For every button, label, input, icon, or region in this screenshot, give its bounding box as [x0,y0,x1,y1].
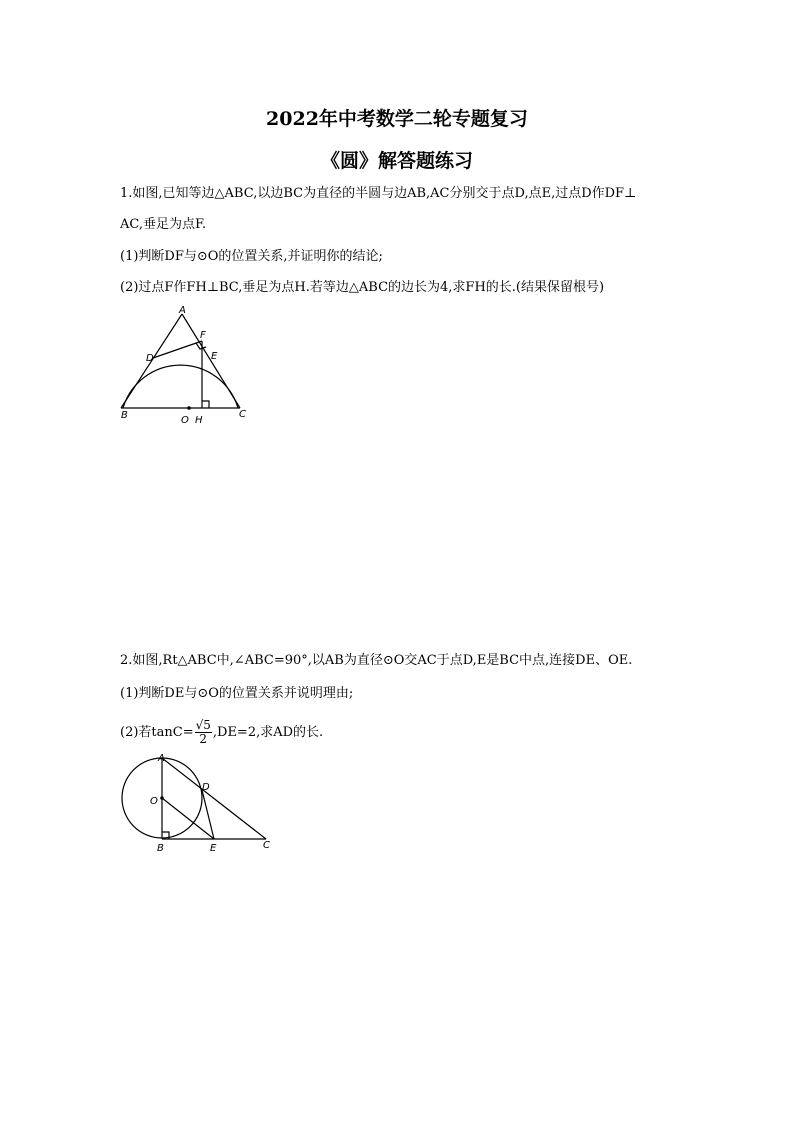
q1-stem-line1: 1.如图,已知等边△ABC,以边BC为直径的半圆与边AB,AC分别交于点D,点E,过点D作DF⊥ [120,186,637,201]
q2-fraction-numerator: √5 [195,718,211,732]
q2-label-c: C [263,840,270,851]
q1-figure [116,302,256,430]
q2-fraction [195,719,212,746]
document-subtitle: 《圆》解答题练习 [320,150,473,172]
q2-part2 [120,719,323,746]
q1-part1: (1)判断DF与⊙O的位置关系,并证明你的结论; [120,249,383,264]
q1-right-angle-h [202,401,209,408]
q2-center-dot [160,796,164,800]
q1-part2: (2)过点F作FH⊥BC,垂足为点H.若等边△ABC的边长为4,求FH的长.(结果保留根号) [120,280,605,295]
q2-stem: 2.如图,Rt△ABC中,∠ABC=90°,以AB为直径⊙O交AC于点D,E是BC中点,连接DE、OE. [120,653,633,668]
q1-segment-df [153,341,202,358]
q1-label-c: C [239,409,246,420]
q1-label-d: D [146,353,154,364]
q2-label-b: B [157,843,164,854]
q2-part2-prefix: (2)若tanC= [120,725,194,740]
q1-center-dot [187,406,191,410]
q1-stem-line2: AC,垂足为点F. [120,217,207,232]
q1-label-o: O [181,415,189,426]
q2-figure [118,750,276,856]
q2-fraction-denominator: 2 [199,732,208,746]
q2-label-o: O [150,796,158,807]
q1-label-h: H [195,415,203,426]
q1-label-f: F [200,330,206,341]
q1-label-a: A [179,305,186,316]
q1-semicircle [123,365,238,408]
q1-label-b: B [121,410,128,421]
q2-label-e: E [210,843,217,854]
q1-label-e: E [211,351,218,362]
q2-label-d: D [202,782,210,793]
q2-hypotenuse-ac [162,758,266,839]
q2-part2-suffix: ,DE=2,求AD的长. [212,725,324,740]
q2-segment-oe [162,798,214,839]
document-title: 2022年中考数学二轮专题复习 [266,108,528,130]
q2-part1: (1)判断DE与⊙O的位置关系并说明理由; [120,686,354,701]
q2-label-a: A [158,753,165,764]
